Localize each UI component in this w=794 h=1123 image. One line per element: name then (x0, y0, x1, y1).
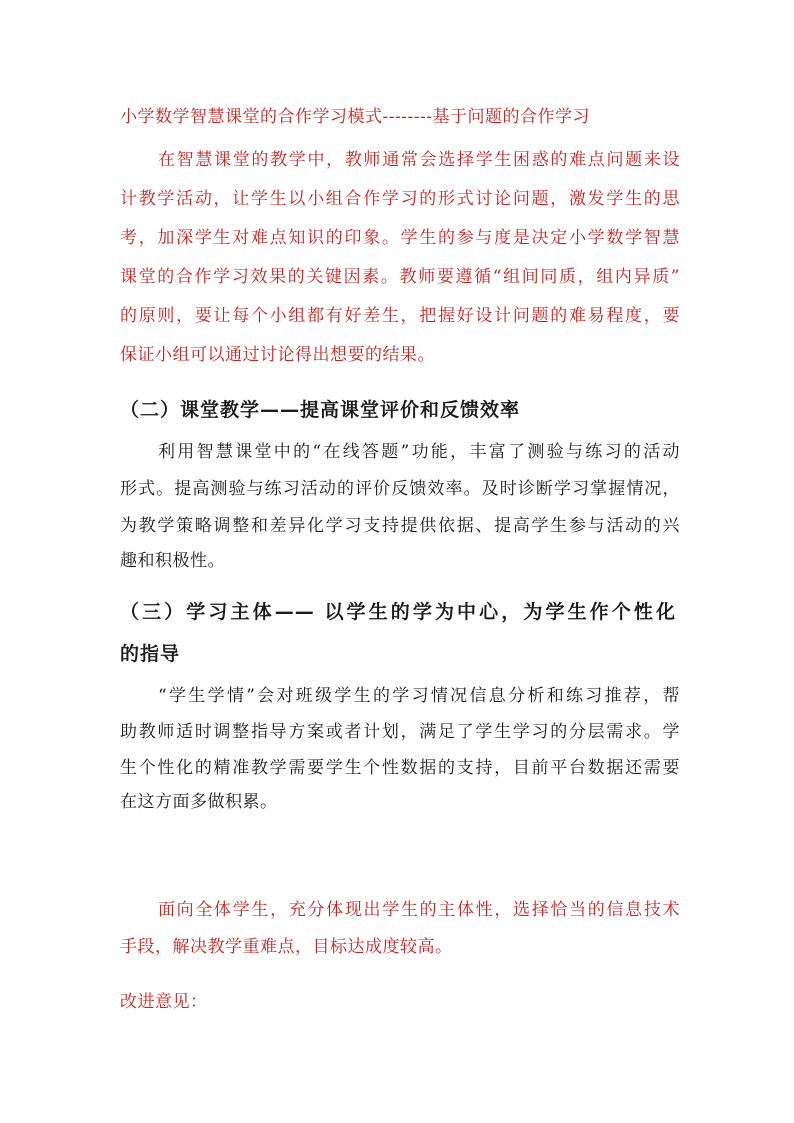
para1-line: 课堂的合作学习效果的关键因素。教师要遵循“组间同质，组内异质” (120, 267, 680, 287)
improvement-label: 改进意见： (120, 992, 208, 1012)
para3-line: 助教师适时调整指导方案或者计划，满足了学生学习的分层需求。学 (120, 722, 680, 742)
para4-line: 手段，解决教学重难点，目标达成度较高。 (120, 937, 453, 957)
para2-line: 趣和积极性。 (120, 551, 225, 571)
section-heading-3-cont: 的指导 (120, 643, 181, 665)
para2-line: 利用智慧课堂中的“在线答题”功能，丰富了测验与练习的活动 (158, 442, 680, 462)
para2-line: 为教学策略调整和差异化学习支持提供依据、提高学生参与活动的兴 (120, 516, 680, 536)
section-heading-2: （二）课堂教学——提高课堂评价和反馈效率 (120, 399, 521, 421)
para1-line: 保证小组可以通过讨论得出想要的结果。 (120, 345, 435, 365)
para1-line: 考，加深学生对难点知识的印象。学生的参与度是决定小学数学智慧 (120, 228, 680, 248)
section-heading-3: （三）学习主体—— 以学生的学为中心，为学生作个性化 (120, 601, 676, 623)
para2-line: 形式。提高测验与练习活动的评价反馈效率。及时诊断学习掌握情况， (120, 479, 680, 499)
para3-line: 在这方面多做积累。 (120, 792, 278, 812)
para1-line: 在智慧课堂的教学中，教师通常会选择学生困惑的难点问题来设 (158, 150, 680, 170)
para1-line: 计教学活动，让学生以小组合作学习的形式讨论问题，激发学生的思 (120, 189, 680, 209)
para3-line: 生个性化的精准教学需要学生个性数据的支持，目前平台数据还需要 (120, 758, 680, 778)
para3-line: “学生学情”会对班级学生的学习情况信息分析和练习推荐，帮 (158, 686, 680, 706)
title-line: 小学数学智慧课堂的合作学习模式--------基于问题的合作学习 (120, 107, 590, 127)
para4-line: 面向全体学生，充分体现出学生的主体性，选择恰当的信息技术 (158, 900, 680, 920)
para1-line: 的原则，要让每个小组都有好差生，把握好设计问题的难易程度，要 (120, 306, 680, 326)
